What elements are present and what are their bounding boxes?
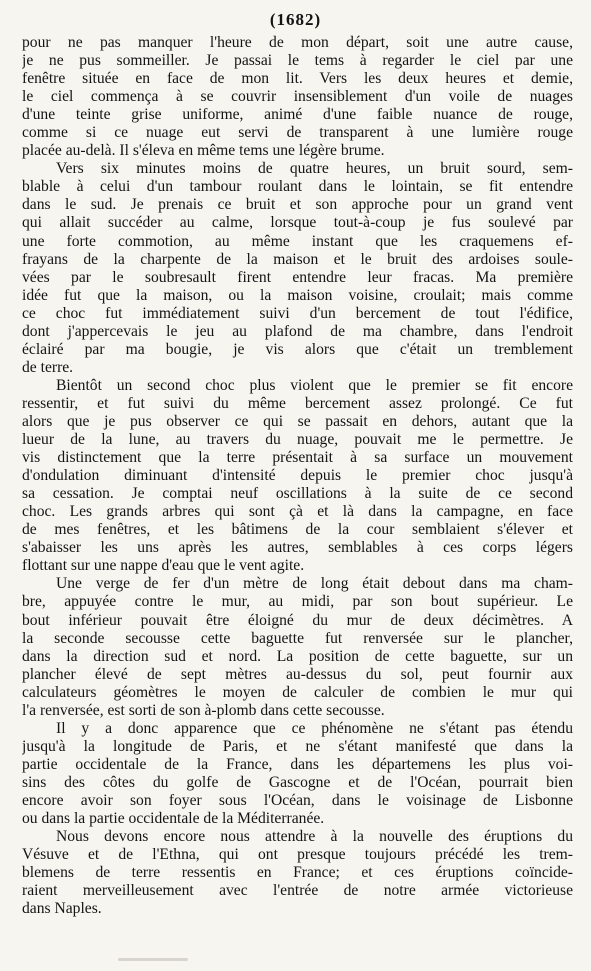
text-line: d'ondulation diminuant d'intensité depuis le premier choc jusqu'à <box>22 467 573 485</box>
text-line: dans la direction sud et nord. La position de cette baguette, sur un <box>22 647 573 665</box>
text-line: s'abaisser les uns après les autres, semblables à ces corps légers <box>22 539 573 557</box>
text-line: une forte commotion, au même instant que les craquemens ef- <box>22 232 573 250</box>
text-line: dont j'appercevais le jeu au plafond de ma chambre, dans l'endroit <box>22 322 573 340</box>
text-line: blable à celui d'un tambour roulant dans le lointain, se fit entendre <box>22 178 573 196</box>
text-line: alors que je pus observer ce qui se passait en dehors, autant que la <box>22 412 573 430</box>
text-line: de terre. <box>22 358 74 376</box>
text-line: Vésuve et de l'Ethna, qui ont presque toujours précédé les trem- <box>22 846 573 864</box>
text-line: dans Naples. <box>22 900 102 918</box>
text-line: plancher élevé de sept mètres au-dessus du sol, peut fournir aux <box>22 665 573 683</box>
text-line: bre, appuyée contre le mur, au midi, par son bout supérieur. Le <box>22 593 573 611</box>
text-line: encore avoir son foyer sous l'Océan, dans le voisinage de Lisbonne <box>22 791 573 809</box>
text-line: bout inférieur pouvait être éloigné du mur de deux décimètres. A <box>22 611 573 629</box>
text-line: le ciel commença à se couvrir insensiblement d'un voile de nuages <box>22 88 573 106</box>
text-line: dans le sud. Je prenais ce bruit et son approche pour un grand vent <box>22 196 573 214</box>
text-line: de mes fenêtres, et les bâtimens de la cour semblaient s'élever et <box>22 521 573 539</box>
text-line: éclairé par ma bougie, je vis alors que c'était un tremblement <box>22 340 573 358</box>
text-line: ressentir, et fut suivi du même bercement assez prolongé. Ce fut <box>22 394 573 412</box>
text-line: Bientôt un second choc plus violent que le premier se fit encore <box>56 376 573 394</box>
text-line: lueur de la lune, au travers du nuage, pouvait me le permettre. Je <box>22 431 573 449</box>
text-line: ou dans la partie occidentale de la Méditerranée. <box>22 810 325 828</box>
text-line: Une verge de fer d'un mètre de long était debout dans ma cham- <box>56 575 573 593</box>
text-line: raient merveilleusement avec l'entrée de notre armée victorieuse <box>22 882 573 900</box>
text-line: Nous devons encore nous attendre à la nouvelle des éruptions du <box>56 828 573 846</box>
text-line: pour ne pas manquer l'heure de mon départ, soit une autre cause, <box>22 34 573 51</box>
text-line: comme si ce nuage eut servi de transparent à une lumière rouge <box>22 124 573 142</box>
text-line: l'a renversée, est sorti de son à-plomb dans cette secousse. <box>22 701 385 719</box>
text-line: sins des côtes du golfe de Gascogne et de l'Océan, pourrait bien <box>22 773 573 791</box>
text-line: blemens de terre ressentis en France; et ces éruptions coïncide- <box>22 864 573 882</box>
text-line: Il y a donc apparence que ce phénomène ne s'étant pas étendu <box>56 719 573 737</box>
text-line: fenêtre située en face de mon lit. Vers les deux heures et demie, <box>22 70 573 88</box>
page-number: (1682) <box>269 10 322 29</box>
text-line: la seconde secousse cette baguette fut renversée sur le plancher, <box>22 629 573 647</box>
text-line: ce choc fut immédiatement suivi d'un bercement de tout l'édifice, <box>22 304 573 322</box>
text-line: vées par le soubresault firent entendre leur fracas. Ma première <box>22 268 573 286</box>
text-line: sa cessation. Je comptai neuf oscillations à la suite de ce second <box>22 485 573 503</box>
text-line: placée au-delà. Il s'éleva en même tems une légère brume. <box>22 142 385 160</box>
text-line: flottant sur une nappe d'eau que le vent agite. <box>22 557 305 575</box>
print-smudge <box>118 958 188 961</box>
text-line: qui allait succéder au calme, lorsque tout-à-coup je fus soulevé par <box>22 214 573 232</box>
text-line: vis distinctement que la terre présentait à sa surface un mouvement <box>22 449 573 467</box>
text-line: frayans de la charpente de la maison et le bruit des ardoises soule- <box>22 250 573 268</box>
text-line: choc. Les grands arbres qui sont çà et là dans la campagne, en face <box>22 503 573 521</box>
text-line: jusqu'à la longitude de Paris, et ne s'étant manifesté que dans la <box>22 737 573 755</box>
text-line: idée fut que la maison, ou la maison voisine, croulait; mais comme <box>22 286 573 304</box>
text-line: je ne pus sommeiller. Je passai le tems à regarder le ciel par une <box>22 52 573 70</box>
text-line: calculateurs géomètres le moyen de calculer de combien le mur qui <box>22 683 573 701</box>
body-text <box>22 34 573 918</box>
text-line: Vers six minutes moins de quatre heures, un bruit sourd, sem- <box>56 160 573 178</box>
text-line: partie occidentale de la France, dans les départemens les plus voi- <box>22 755 573 773</box>
text-line: d'une teinte grise uniforme, animé d'une faible nuance de rouge, <box>22 106 573 124</box>
